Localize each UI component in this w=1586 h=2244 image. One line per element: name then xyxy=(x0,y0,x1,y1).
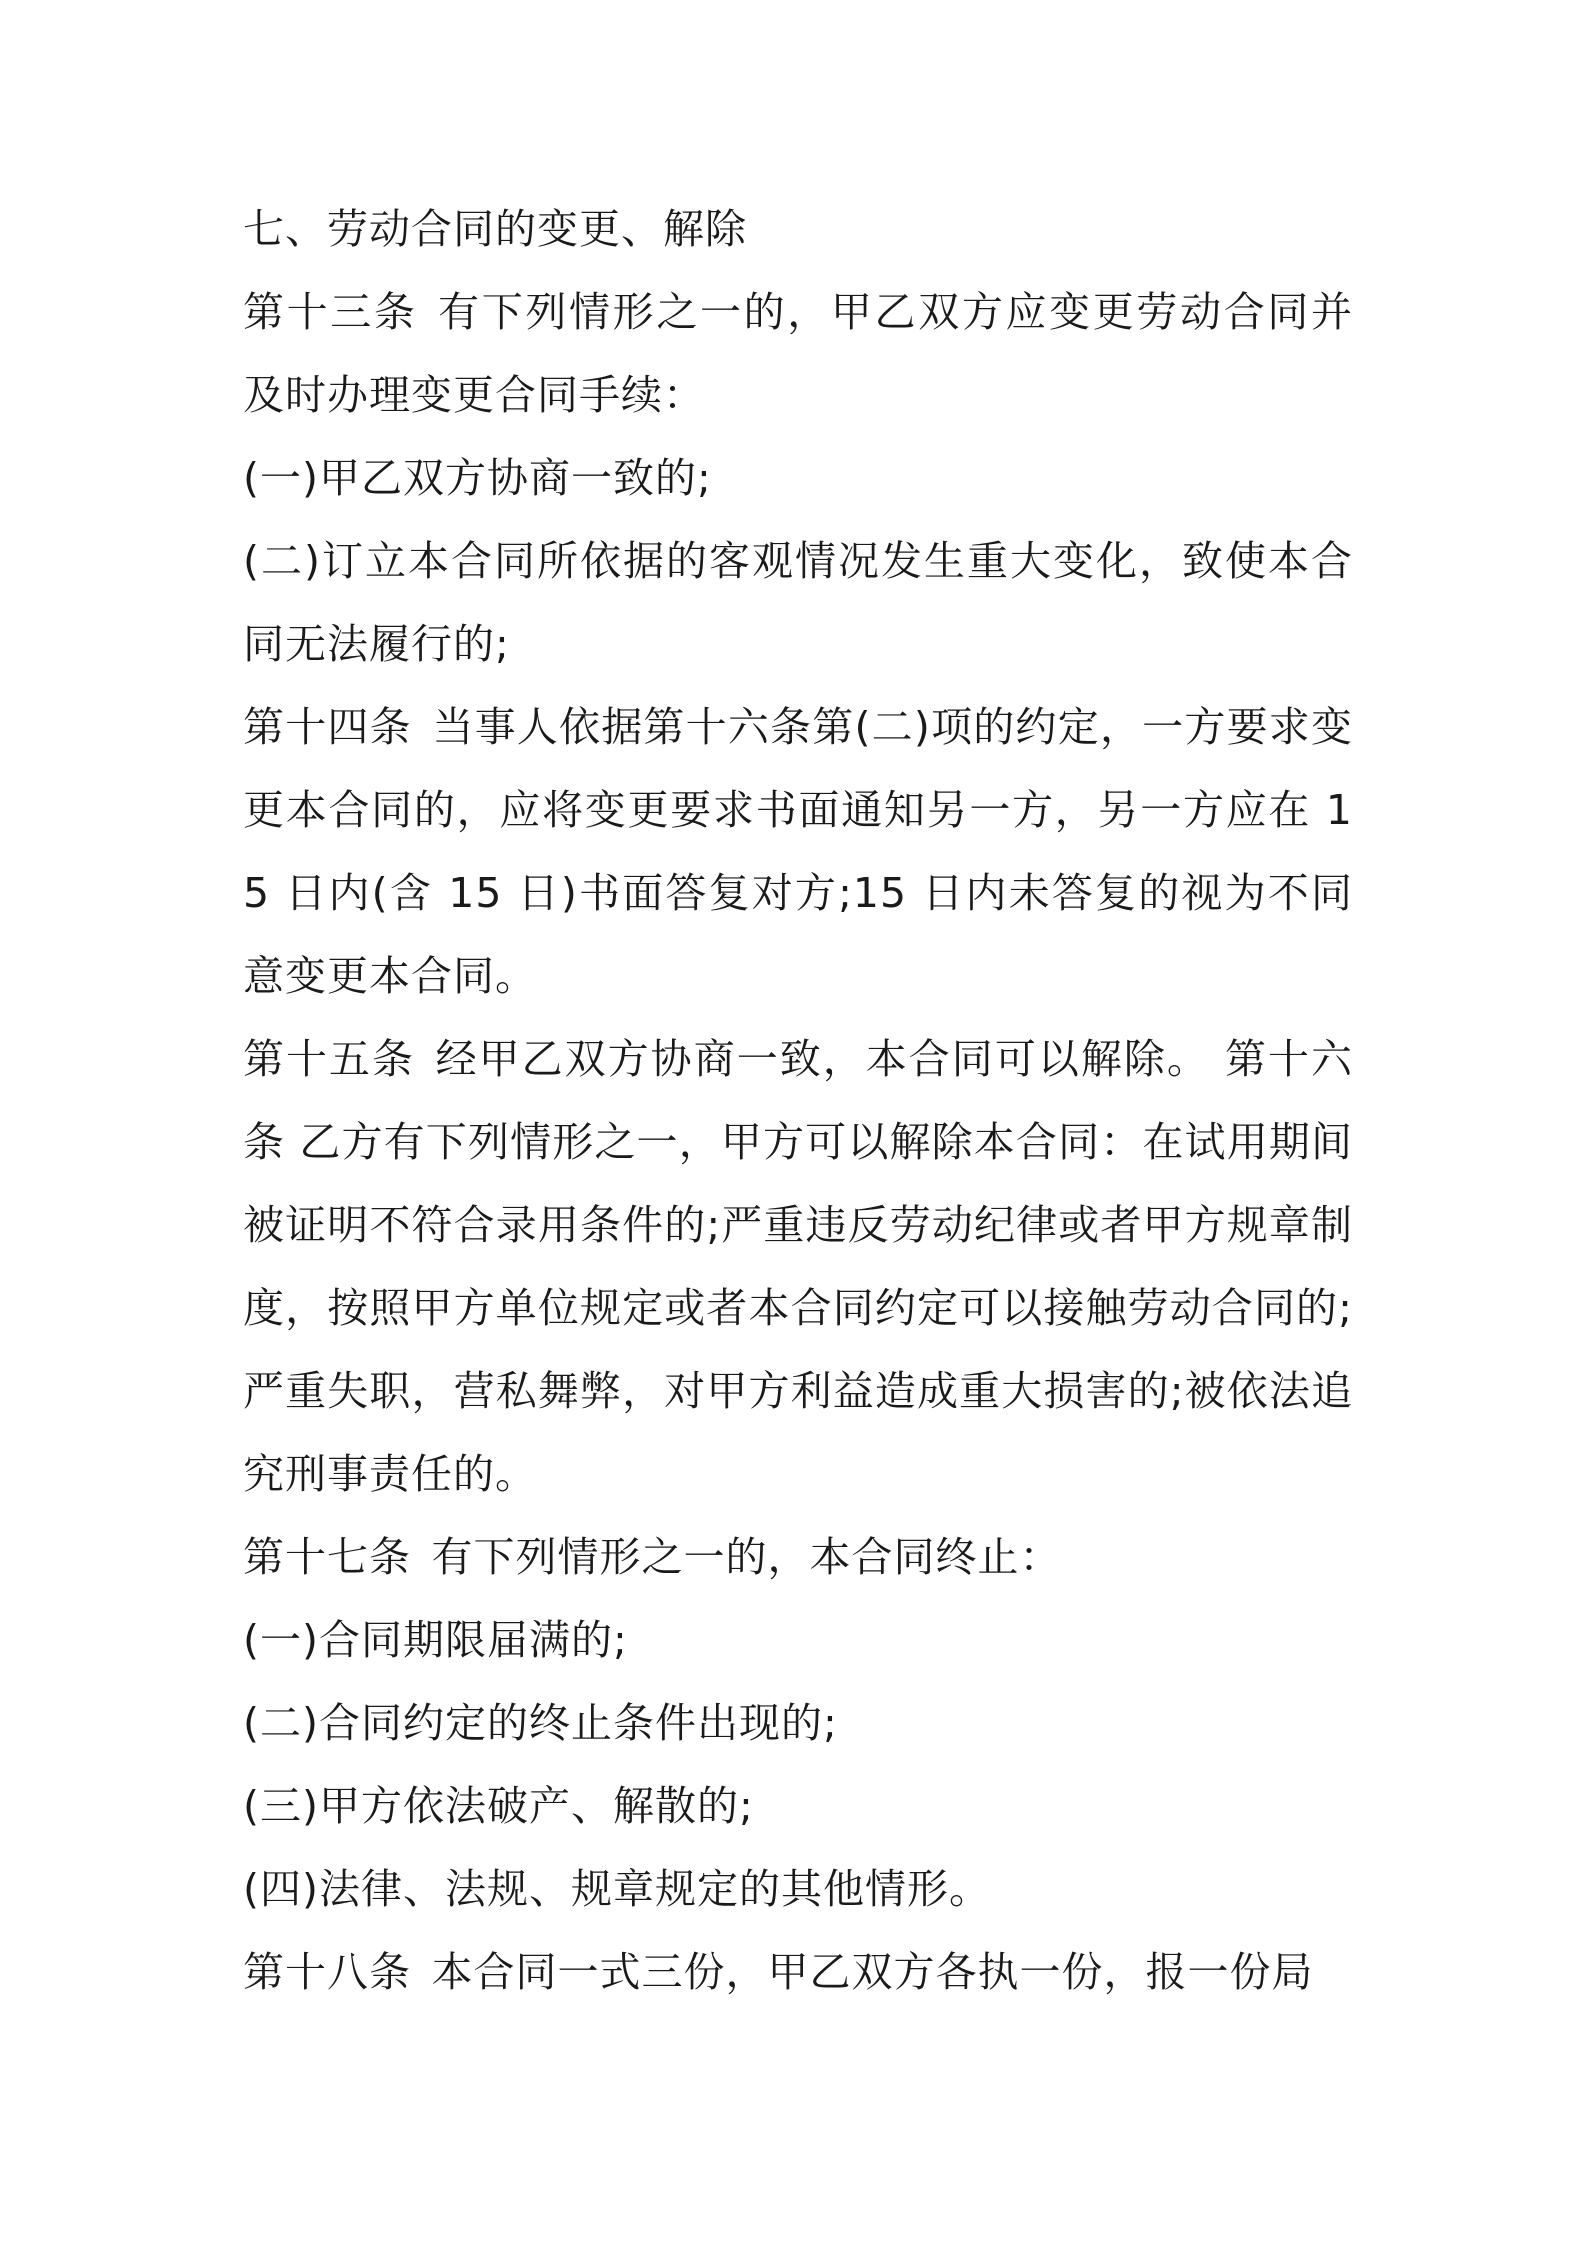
section-heading: 七、劳动合同的变更、解除 xyxy=(243,205,747,253)
article-14 xyxy=(243,686,1353,1018)
list-item: (二)订立本合同所依据的客观情况发生重大变化，致使本合同无法履行的; xyxy=(243,537,1353,668)
article-text: 有下列情形之一的，本合同终止： xyxy=(431,1533,1062,1581)
article-number: 第十五条 xyxy=(243,1035,416,1083)
article-number: 第十八条 xyxy=(243,1948,411,1996)
article-number: 第十四条 xyxy=(243,703,412,751)
article-number: 第十七条 xyxy=(243,1533,411,1581)
article-text: 经甲乙双方协商一致，本合同可以解除。 第十六条 乙方有下列情形之一，甲方可以解除本合同：在试用期间被证明不符合录用条件的;严重违反劳动纪律或者甲方规章制度，按照甲方单位规定或者本合同约定可以接触劳动合同的;严重失职，营私舞弊，对甲方利益造成重大损害的;被依法追究刑事责任的。 xyxy=(243,1035,1354,1498)
article-text: 当事人依据第十六条第(二)项的约定，一方要求变更本合同的，应将变更要求书面通知另一方，另一方应在 15 日内(含 15 日)书面答复对方;15 日内未答复的视为不同意变更本合同。 xyxy=(243,703,1354,1000)
document-body xyxy=(243,188,1353,2014)
list-item: (一)合同期限届满的; xyxy=(243,1616,628,1664)
article-18 xyxy=(243,1931,1353,2014)
article-number: 第十三条 xyxy=(243,288,418,336)
list-item: (三)甲方依法破产、解散的; xyxy=(243,1782,754,1830)
article-13 xyxy=(243,271,1353,437)
article-text: 有下列情形之一的，甲乙双方应变更劳动合同并及时办理变更合同手续： xyxy=(243,288,1354,419)
article-text: 本合同一式三份，甲乙双方各执一份，报一份局 xyxy=(431,1948,1314,1996)
article-17 xyxy=(243,1516,1353,1599)
list-item: (二)合同约定的终止条件出现的; xyxy=(243,1699,838,1747)
article-15 xyxy=(243,1018,1353,1516)
list-item: (一)甲乙双方协商一致的; xyxy=(243,454,712,502)
list-item: (四)法律、法规、规章规定的其他情形。 xyxy=(243,1865,991,1913)
